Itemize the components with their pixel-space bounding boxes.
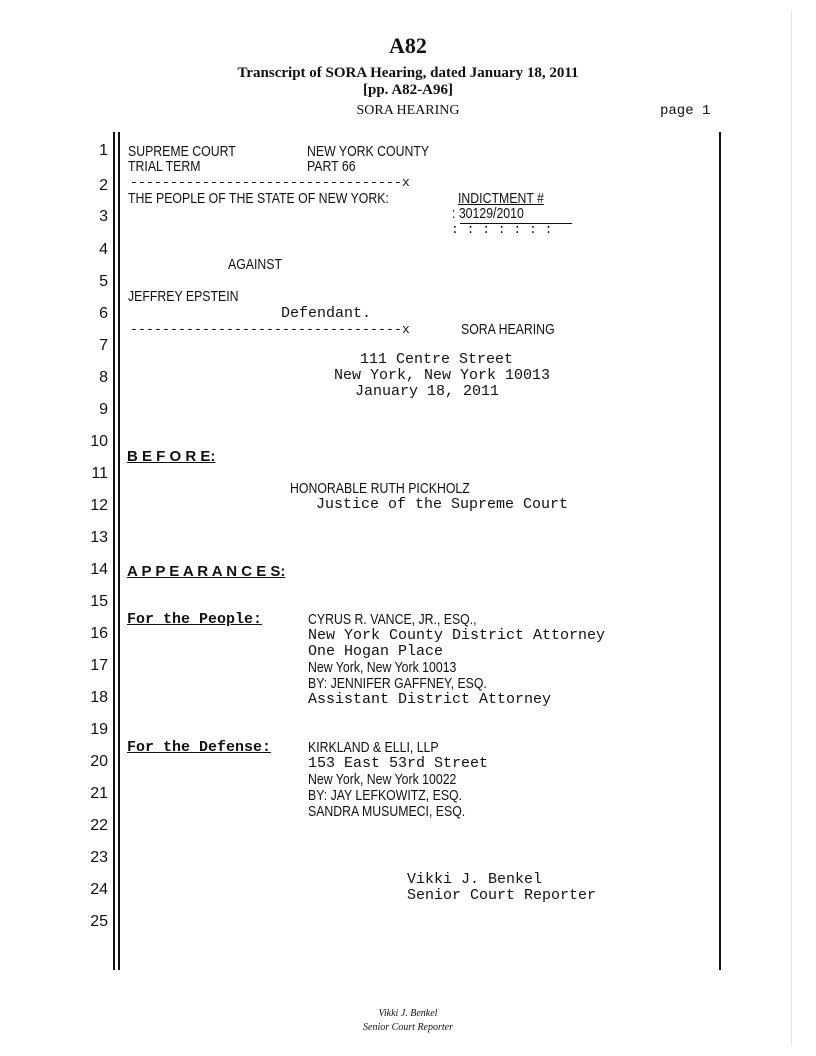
people-label: For the People: [127,611,263,628]
judge-name: HONORABLE RUTH PICKHOLZ [290,480,470,497]
page-range: [pp. A82-A96] [362,82,453,98]
defendant-name: JEFFREY EPSTEIN [128,288,239,305]
caption-divider-top: ----------------------------------x [130,175,411,190]
line-number: 6 [99,305,108,322]
people-line: CYRUS R. VANCE, JR., ESQ., [308,611,477,628]
court-part: PART 66 [307,158,356,175]
reporter-name: Vikki J. Benkel [407,871,543,888]
appearances-heading: A P P E A R A N C E S: [127,563,286,580]
footer-reporter-name: Vikki J. Benkel [378,1008,438,1019]
line-number: 2 [99,177,108,194]
line-number: 23 [90,849,108,866]
caption-divider-bottom: ----------------------------------x [130,322,411,337]
line-number: 18 [90,689,108,706]
line-number: 19 [90,721,108,738]
line-number: 17 [90,657,108,674]
line-number: 7 [99,337,108,354]
footer-reporter-title: Senior Court Reporter [363,1022,453,1033]
line-number: 13 [90,529,108,546]
defendant-label: Defendant. [281,305,372,322]
line-number: 24 [90,881,108,898]
reporter-title: Senior Court Reporter [407,887,597,904]
defense-line: New York, New York 10022 [308,771,457,788]
line-number: 4 [99,241,108,258]
line-number: 12 [90,497,108,514]
left-double-rule-outer [113,132,115,970]
hearing-date: January 18, 2011 [355,383,500,400]
against-label: AGAINST [228,256,283,273]
line-number: 3 [99,208,108,225]
before-heading: B E F O R E: [127,448,216,465]
defense-line: 153 East 53rd Street [308,755,489,772]
defense-line: KIRKLAND & ELLI, LLP [308,739,439,756]
line-number: 8 [99,369,108,386]
court-name: SUPREME COURT [128,143,236,160]
line-number: 5 [99,273,108,290]
location-city: New York, New York 10013 [334,367,551,384]
line-number: 15 [90,593,108,610]
left-double-rule-inner [118,132,120,970]
line-number: 11 [91,465,108,482]
trial-term: TRIAL TERM [128,158,201,175]
hearing-label: SORA HEARING [356,103,460,118]
caption-colon-column: : : : : : : : [451,222,553,237]
exhibit-number: A82 [389,33,427,58]
defense-line: SANDRA MUSUMECI, ESQ. [308,803,466,820]
line-number: 16 [90,625,108,642]
line-number: 14 [90,561,108,578]
indictment-label: INDICTMENT # [458,190,544,207]
people-line: New York, New York 10013 [308,659,457,676]
judge-title: Justice of the Supreme Court [316,496,569,513]
people-line: New York County District Attorney [308,627,606,644]
defense-label: For the Defense: [127,739,272,756]
county-name: NEW YORK COUNTY [307,143,430,160]
transcript-title: Transcript of SORA Hearing, dated January 18, 2011 [237,65,579,81]
line-number: 1 [99,142,108,159]
people-line: One Hogan Place [308,643,444,660]
page-margin-line [791,10,792,1046]
people-line: Assistant District Attorney [308,691,552,708]
indictment-number: : 30129/2010 [452,205,524,222]
line-number: 25 [90,913,108,930]
line-number: 22 [90,817,108,834]
people-caption: THE PEOPLE OF THE STATE OF NEW YORK: [128,190,389,207]
line-number: 10 [90,433,108,450]
line-number: 21 [90,785,108,802]
people-line: BY: JENNIFER GAFFNEY, ESQ. [308,675,487,692]
defense-line: BY: JAY LEFKOWITZ, ESQ. [308,787,463,804]
line-number: 20 [90,753,108,770]
right-rule [719,132,721,970]
location-street: 111 Centre Street [360,351,514,368]
line-number: 9 [99,401,108,418]
page-label: page 1 [660,103,711,119]
sora-hearing-label: SORA HEARING [461,321,555,338]
